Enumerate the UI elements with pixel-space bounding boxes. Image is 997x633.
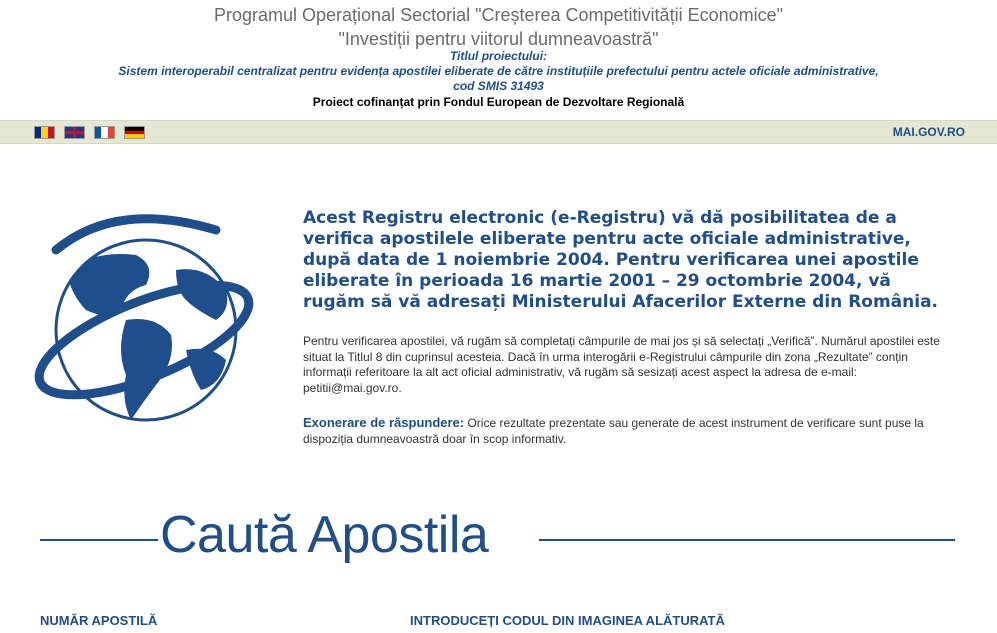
info-text: Pentru verificarea apostilei, vă rugăm să completați câmpurile de mai jos și să selectați „Verifică”. Numărul apostilei este situat la Titlul 8 din cuprinsul acesteia. Dacă în urma interogării e-Registrului câmpurile din zona „Rezultate” conțin informații referitoare la alt act oficial administrativ, vă rugăm să sesizați acest aspect la adresa de e-mail: petitii@mai.gov.ro. (303, 334, 940, 395)
language-flags (34, 126, 145, 139)
german-flag-icon[interactable] (124, 126, 145, 139)
mai-gov-link[interactable]: MAI.GOV.RO (892, 125, 965, 139)
captcha-code-label: INTRODUCEȚI CODUL DIN IMAGINEA ALĂTURATĂ (410, 613, 725, 628)
project-title-name: Sistem interoperabil centralizat pentru evidența apostilei eliberate de către instituțiile prefectului pentru actele oficiale administrative, (118, 64, 879, 78)
project-title-label: Titlul proiectului: (449, 49, 548, 63)
language-bar (0, 120, 997, 144)
romanian-flag-icon[interactable] (34, 126, 55, 139)
program-title: Programul Operațional Sectorial "Creșterea Competitivității Economice" (213, 5, 783, 25)
apostille-number-label: NUMĂR APOSTILĂ (40, 613, 158, 628)
disclaimer (303, 415, 953, 447)
heading-divider-left (40, 539, 158, 541)
intro-text: Acest Registru electronic (e-Registru) vă dă posibilitatea de a verifica apostilele eliberate pentru acte oficiale administrative, după data de 1 noiembrie 2004. Pentru verificarea unei apostile eliberate în perioada 16 martie 2001 – 29 octombrie 2004, vă rugăm să vă adresați Ministerului Afacerilor Externe din România. (303, 208, 939, 312)
uk-flag-icon[interactable] (64, 126, 85, 139)
search-heading (40, 503, 955, 573)
heading-divider-right (539, 539, 955, 541)
search-title: Caută Apostila (160, 506, 489, 564)
disclaimer-text: Orice rezultate prezentate sau generate de acest instrument de verificare sunt puse la dispoziția dumneavoastră doar în scop informativ. (303, 416, 924, 446)
program-slogan: "Investiții pentru viitorul dumneavoastră" (338, 29, 659, 49)
globe-logo-icon (26, 210, 258, 440)
project-code: cod SMIS 31493 (453, 79, 544, 93)
french-flag-icon[interactable] (94, 126, 115, 139)
funding-note: Proiect cofinanțat prin Fondul European de Dezvoltare Regională (312, 95, 685, 109)
disclaimer-label: Exonerare de răspundere: (303, 415, 465, 430)
